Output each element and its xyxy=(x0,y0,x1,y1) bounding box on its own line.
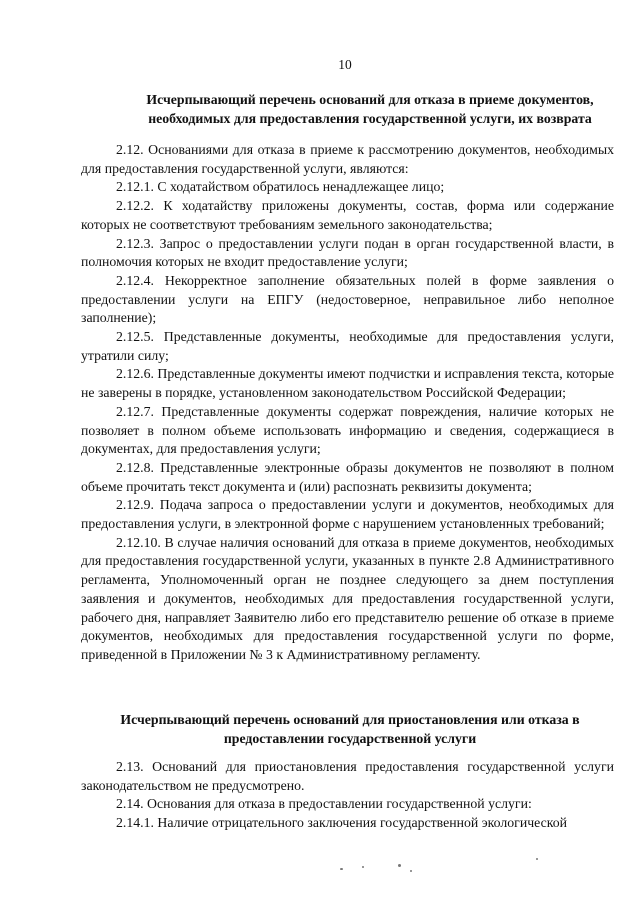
section-heading-document-refusal xyxy=(80,90,640,128)
heading-line: Исчерпывающий перечень оснований для отказа в приеме документов, xyxy=(146,92,594,107)
section-body-suspension-refusal xyxy=(81,758,614,833)
section-body-document-refusal xyxy=(81,141,614,665)
paragraph-2-12-2: 2.12.2. К ходатайству приложены документы, состав, форма или содержание которых не соответствуют требованиям земельного законодательства; xyxy=(81,198,614,232)
paragraph-2-12: 2.12. Основаниями для отказа в приеме к рассмотрению документов, необходимых для предоставления государственной услуги, являются: xyxy=(81,142,614,176)
paragraph-2-12-3: 2.12.3. Запрос о предоставлении услуги подан в орган государственной власти, в полномочия которых не входит предоставление услуги; xyxy=(81,235,614,270)
scan-noise-mark xyxy=(340,868,343,870)
scan-noise-mark xyxy=(398,864,401,867)
scan-noise-mark xyxy=(536,858,538,860)
paragraph-2-12-5: 2.12.5. Представленные документы, необходимые для предоставления услуги, утратили силу; xyxy=(81,329,614,363)
paragraph-2-12-10: 2.12.10. В случае наличия оснований для отказа в приеме документов, необходимых для предоставления государственной услуги, указанных в пункте 2.8 Административного регламента, Уполномоченный орган не позднее следующего за днем поступления заявления и документов, необходимых для предоставления государственной услуги, рабочего дня, направляет Заявителю либо его представителю решение об отказе в приеме документов, необходимых для предоставления государственной услуги по форме, приведенной в Приложении № 3 к Административному регламенту. xyxy=(81,534,614,662)
page-number: 10 xyxy=(338,57,352,72)
paragraph-2-12-9: 2.12.9. Подача запроса о предоставлении услуги и документов, необходимых для предоставления услуги, в электронной форме с нарушением установленных требований; xyxy=(81,497,614,532)
paragraph-2-12-4: 2.12.4. Некорректное заполнение обязательных полей в форме заявления о предоставлении услуги на ЕПГУ (недостоверное, неправильное либо неполное заполнение); xyxy=(81,272,614,326)
heading-line: необходимых для предоставления государственной услуги, их возврата xyxy=(148,111,592,126)
paragraph-2-14: 2.14. Основания для отказа в предоставлении государственной услуги: xyxy=(116,796,532,812)
paragraph-2-12-6: 2.12.6. Представленные документы имеют подчистки и исправления текста, которые не заверены в порядке, установленном законодательством Российской Федерации; xyxy=(81,366,614,401)
paragraph-2-12-8: 2.12.8. Представленные электронные образы документов не позволяют в полном объеме прочитать текст документа и (или) распознать реквизиты документа; xyxy=(81,459,614,494)
paragraph-2-12-7: 2.12.7. Представленные документы содержат повреждения, наличие которых не позволяет в полном объеме использовать информацию и сведения, содержащиеся в документах, для предоставления услуги; xyxy=(81,403,614,457)
heading-line: Исчерпывающий перечень оснований для приостановления или отказа в xyxy=(120,712,580,727)
heading-line: предоставлении государственной услуги xyxy=(223,731,477,746)
scan-noise-mark xyxy=(362,866,364,868)
section-heading-suspension-refusal xyxy=(60,710,640,748)
scan-noise-mark xyxy=(410,870,412,872)
paragraph-2-14-1: 2.14.1. Наличие отрицательного заключения государственной экологической xyxy=(116,815,568,831)
paragraph-2-12-1: 2.12.1. С ходатайством обратилось ненадлежащее лицо; xyxy=(116,179,445,195)
paragraph-2-13: 2.13. Оснований для приостановления предоставления государственной услуги законодательством не предусмотрено. xyxy=(81,759,614,793)
